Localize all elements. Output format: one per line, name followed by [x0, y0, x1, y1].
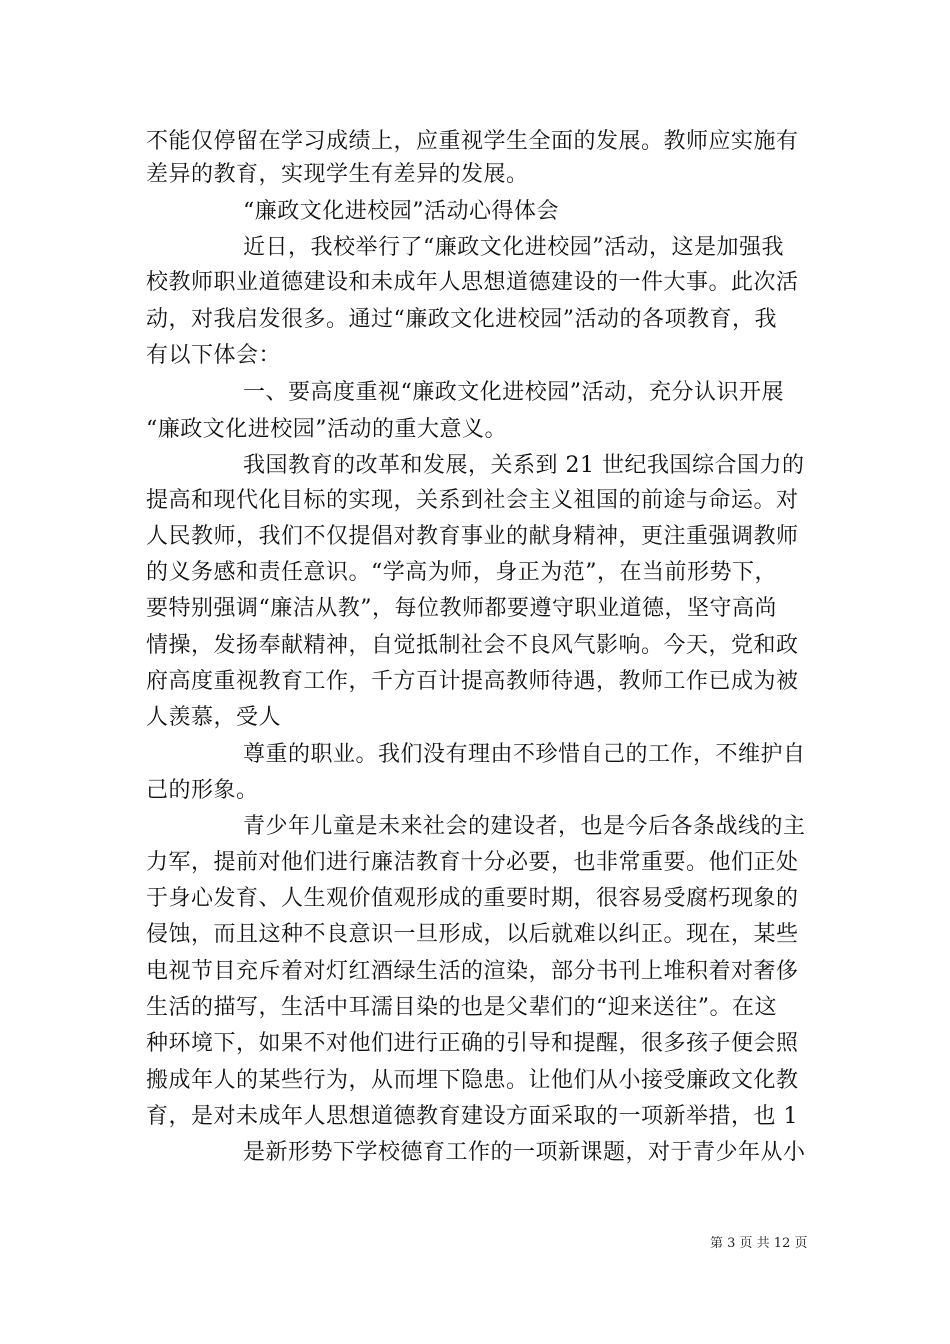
text-line: 有以下体会： — [146, 343, 282, 368]
text-line: 力军，提前对他们进行廉洁教育十分必要，也非常重要。他们正处 — [146, 850, 799, 875]
text-line: “廉政文化进校园”活动的重大意义。 — [146, 417, 507, 442]
text-line: 侵蚀，而且这种不良意识一旦形成，以后就难以纠正。现在，某些 — [146, 922, 799, 947]
text-line: 近日，我校举行了“廉政文化进校园”活动，这是加强我 — [243, 235, 784, 260]
text-line: 于身心发育、人生观价值观形成的重要时期，很容易受腐朽现象的 — [146, 886, 799, 911]
text-line: 己的形象。 — [146, 778, 259, 803]
text-line: 种环境下，如果不对他们进行正确的引导和提醒，很多孩子便会照 — [146, 1031, 799, 1056]
text-line: 不能仅停留在学习成绩上，应重视学生全面的发展。教师应实施有 — [146, 129, 799, 154]
text-line: 人民教师，我们不仅提倡对教育事业的献身精神，更注重强调教师 — [146, 524, 799, 549]
text-line: 的义务感和责任意识。“学高为师，身正为范”，在当前形势下， — [146, 560, 777, 585]
text-line: 动，对我启发很多。通过“廉政文化进校园”活动的各项教育，我 — [146, 307, 777, 332]
text-line: 是新形势下学校德育工作的一项新课题，对于青少年从小 — [243, 1140, 806, 1165]
text-line: 一、要高度重视“廉政文化进校园”活动，充分认识开展 — [243, 380, 784, 405]
text-line: 生活的描写，生活中耳濡目染的也是父辈们的“迎来送往”。在这 — [146, 995, 777, 1020]
text-line: 搬成年人的某些行为，从而埋下隐患。让他们从小接受廉政文化教 — [146, 1068, 799, 1093]
text-line: 尊重的职业。我们没有理由不珍惜自己的工作，不维护自 — [243, 742, 806, 767]
text-line: 要特别强调“廉洁从教”，每位教师都要遵守职业道德，坚守高尚 — [146, 596, 777, 621]
text-line: 育，是对未成年人思想道德教育建设方面采取的一项新举措，也 1 — [146, 1104, 798, 1129]
text-line: 校教师职业道德建设和未成年人思想道德建设的一件大事。此次活 — [146, 270, 799, 295]
text-line: 电视节目充斥着对灯红酒绿生活的渲染，部分书刊上堆积着对奢侈 — [146, 959, 799, 984]
text-line: 人羡慕，受人 — [146, 705, 282, 730]
text-line: 差异的教育，实现学生有差异的发展。 — [146, 162, 529, 187]
text-line: 情操，发扬奉献精神，自觉抵制社会不良风气影响。今天，党和政 — [146, 633, 799, 658]
page-number-footer: 第 3 页 共 12 页 — [710, 1236, 808, 1251]
text-line: 我国教育的改革和发展，关系到 21 世纪我国综合国力的 — [243, 453, 805, 478]
text-line: 青少年儿童是未来社会的建设者，也是今后各条战线的主 — [243, 814, 806, 839]
text-line: 提高和现代化目标的实现，关系到社会主义祖国的前途与命运。对 — [146, 488, 799, 513]
text-line: 府高度重视教育工作，千方百计提高教师待遇，教师工作已成为被 — [146, 669, 799, 694]
section-title: “廉政文化进校园”活动心得体会 — [243, 199, 559, 224]
